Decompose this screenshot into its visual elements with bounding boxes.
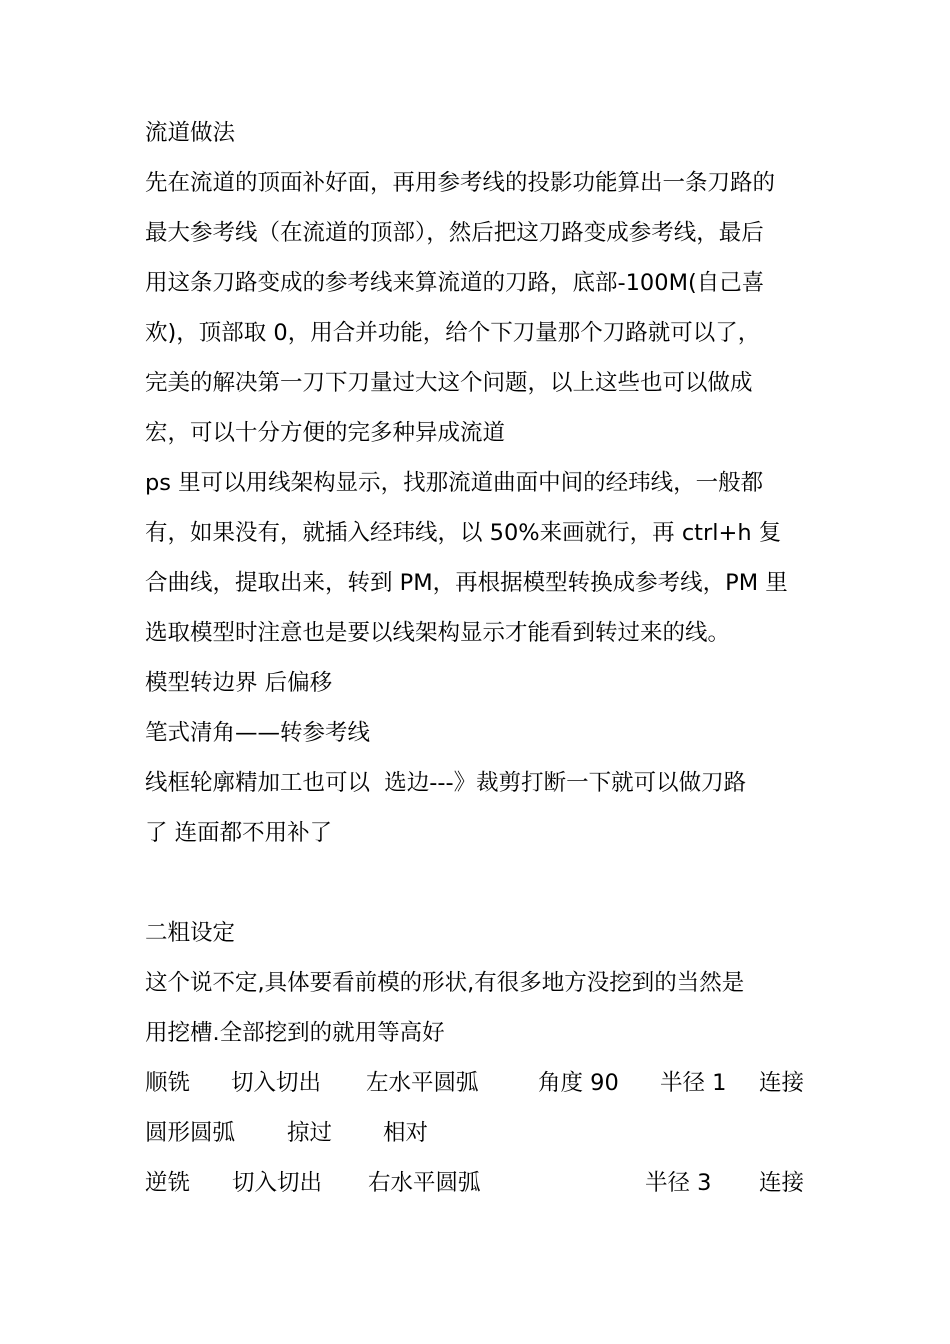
text-line: 先在流道的顶面补好面，再用参考线的投影功能算出一条刀路的 bbox=[145, 170, 776, 196]
paragraph-runner-method bbox=[145, 158, 810, 458]
text-line: ps 里可以用线架构显示，找那流道曲面中间的经玮线，一般都 bbox=[145, 470, 764, 496]
row-cell: 相对 bbox=[383, 1120, 429, 1146]
row-cell: 右水平圆弧 bbox=[368, 1170, 481, 1196]
text-line: 欢)，顶部取 0，用合并功能，给个下刀量那个刀路就可以了， bbox=[145, 320, 761, 346]
text-line: 完美的解决第一刀下刀量过大这个问题，以上这些也可以做成 bbox=[145, 370, 753, 396]
row-cell: 切入切出 bbox=[232, 1170, 323, 1196]
row-cell: 角度 90 bbox=[538, 1070, 619, 1096]
text-line: 有，如果没有，就插入经玮线，以 50%来画就行，再 ctrl+h 复 bbox=[145, 520, 782, 546]
row-cell: 左水平圆弧 bbox=[366, 1070, 479, 1096]
text-line: 用这条刀路变成的参考线来算流道的刀路，底部-100M(自己喜 bbox=[145, 270, 765, 296]
document-body bbox=[145, 108, 810, 1208]
text-line: 了 连面都不用补了 bbox=[145, 820, 333, 846]
settings-row-climb bbox=[145, 1058, 810, 1108]
blank-line bbox=[145, 858, 810, 908]
section-heading-second-rough: 二粗设定 bbox=[145, 920, 236, 946]
text-line: 合曲线，提取出来，转到 PM，再根据模型转换成参考线，PM 里 bbox=[145, 570, 788, 596]
paragraph-second-rough bbox=[145, 958, 810, 1058]
settings-row-conventional bbox=[145, 1158, 810, 1208]
paragraph-pencil-corner: 笔式清角——转参考线 bbox=[145, 720, 371, 746]
text-line: 宏，可以十分方便的完多种异成流道 bbox=[145, 420, 506, 446]
text-line: 线框轮廓精加工也可以 选边---》裁剪打断一下就可以做刀路 bbox=[145, 770, 747, 796]
paragraph-model-boundary: 模型转边界 后偏移 bbox=[145, 670, 333, 696]
row-cell: 逆铣 bbox=[145, 1170, 191, 1196]
row-cell: 连接 bbox=[759, 1070, 805, 1096]
row-cell: 切入切出 bbox=[231, 1070, 322, 1096]
text-line: 用挖槽.全部挖到的就用等高好 bbox=[145, 1020, 445, 1046]
row-cell: 顺铣 bbox=[145, 1070, 191, 1096]
row-cell: 圆形圆弧 bbox=[145, 1120, 236, 1146]
row-cell: 半径 1 bbox=[660, 1070, 727, 1096]
paragraph-ps-wireframe bbox=[145, 458, 810, 658]
settings-row-climb-cont bbox=[145, 1108, 810, 1158]
row-cell: 半径 3 bbox=[645, 1170, 712, 1196]
text-line: 最大参考线（在流道的顶部），然后把这刀路变成参考线，最后 bbox=[145, 220, 764, 246]
row-cell: 掠过 bbox=[287, 1120, 333, 1146]
text-line: 这个说不定,具体要看前模的形状,有很多地方没挖到的当然是 bbox=[145, 970, 745, 996]
paragraph-wireframe-finish bbox=[145, 758, 810, 858]
section-heading-runner: 流道做法 bbox=[145, 120, 236, 146]
row-cell: 连接 bbox=[759, 1170, 805, 1196]
text-line: 选取模型时注意也是要以线架构显示才能看到转过来的线。 bbox=[145, 620, 731, 646]
